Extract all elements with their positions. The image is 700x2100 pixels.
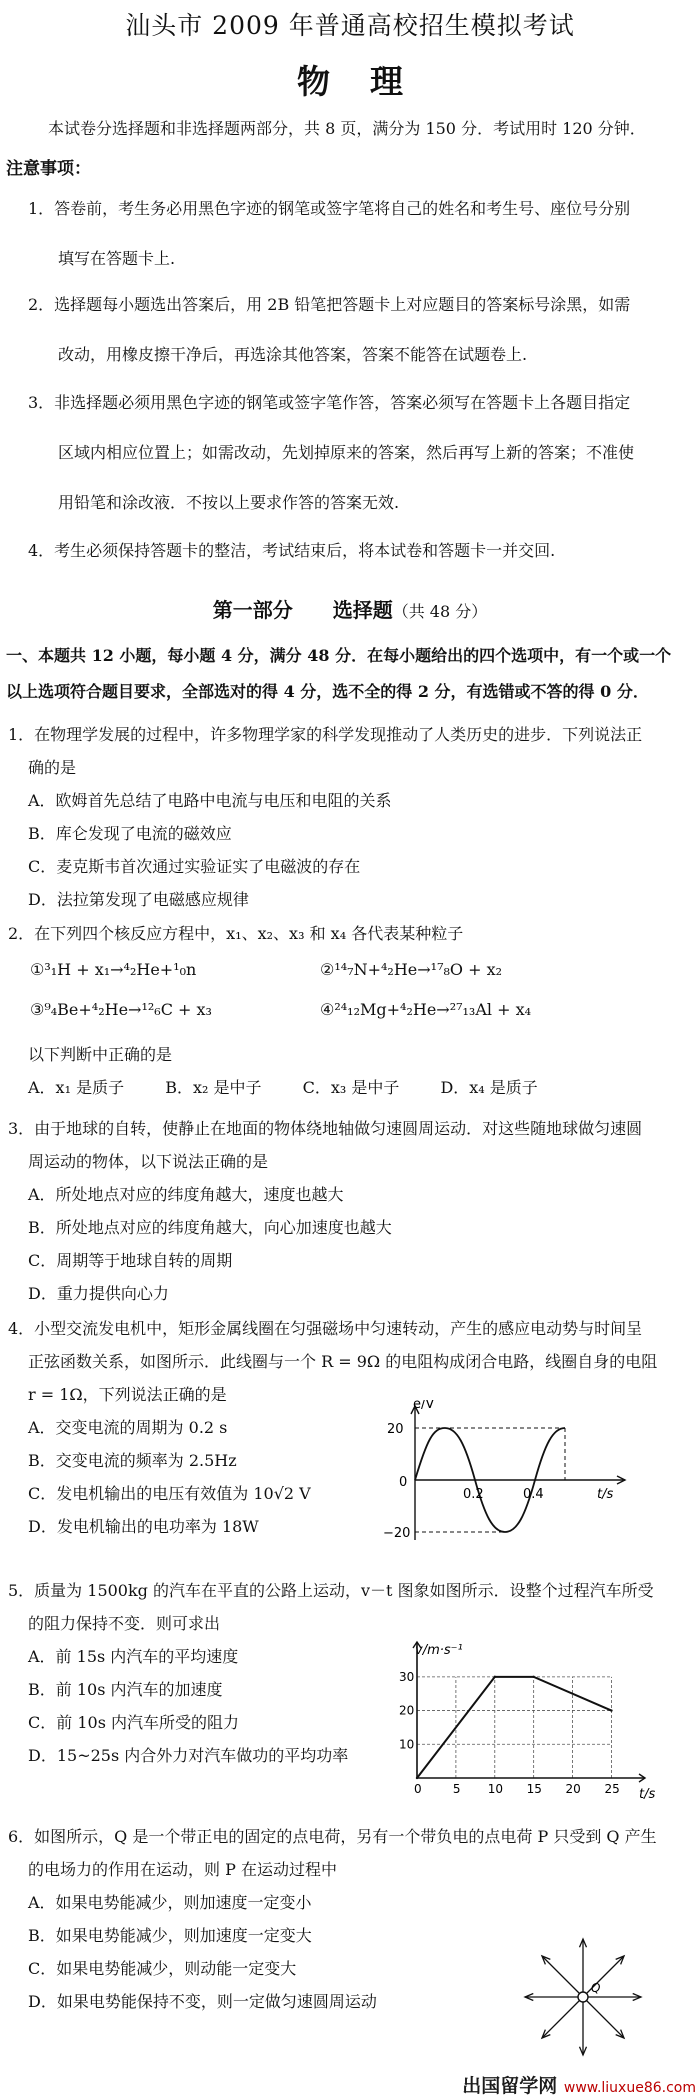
reaction-2: ②¹⁴₇N+⁴₂He→¹⁷₈O + x₂ <box>320 960 503 979</box>
subject-title: 物理 <box>297 62 443 101</box>
vt-data-point <box>416 1777 418 1779</box>
vt-data-point <box>494 1676 496 1678</box>
option-c: C．发电机输出的电压有效值为 10√2 V <box>28 1484 311 1503</box>
vt-chart <box>395 1640 675 1810</box>
question-stem: 6．如图所示，Q 是一个带正电的固定的点电荷，另有一个带负电的点电荷 P 只受到 Q 产生 <box>8 1827 657 1846</box>
note-line: 3．非选择题必须用黑色字迹的钢笔或签字笔作答，答案必须写在答题卡上各题目指定 <box>28 393 631 412</box>
graph-ytop: 20 <box>387 1422 404 1437</box>
watermark-text: 出国留学网 <box>462 2075 558 2097</box>
question-3 <box>8 1112 688 1310</box>
option-b: B．交变电流的频率为 2.5Hz <box>28 1451 237 1470</box>
question-stem: 4．小型交流发电机中，矩形金属线圈在匀强磁场中匀速转动，产生的感应电动势与时间呈 <box>8 1319 643 1338</box>
x-tick-label: 20 <box>565 1782 581 1796</box>
note-line: 填写在答题卡上. <box>58 249 176 268</box>
note-line: 1．答卷前，考生务必用黑色字迹的钢笔或签字笔将自己的姓名和考生号、座位号分别 <box>28 199 631 218</box>
vt-data-point <box>610 1709 612 1711</box>
note-2 <box>28 282 630 382</box>
vt-ylabel: v/m·s⁻¹ <box>415 1643 463 1658</box>
site-watermark <box>462 2071 696 2098</box>
option-a: A．交变电流的周期为 0.2 s <box>28 1418 228 1437</box>
graph-origin: 0 <box>399 1475 408 1490</box>
question-stem: 2．在下列四个核反应方程中，x₁、x₂、x₃ 和 x₄ 各代表某种粒子 <box>8 924 464 943</box>
option-b: B．如果电势能减少，则加速度一定变大 <box>28 1926 312 1945</box>
vt-xlabel: t/s <box>639 1787 656 1802</box>
reaction-4: ④²⁴₁₂Mg+⁴₂He→²⁷₁₃Al + x₄ <box>320 1000 532 1019</box>
notes-heading: 注意事项： <box>6 159 91 179</box>
field-line <box>583 1997 624 2038</box>
charge-label: Q <box>591 1981 601 1995</box>
option-d: D．法拉第发现了电磁感应规律 <box>28 890 249 909</box>
question-stem: 确的是 <box>28 758 77 777</box>
question-stem: 的电场力的作用在运动，则 P 在运动过程中 <box>28 1860 337 1879</box>
option-c: C．x₃ 是中子 <box>302 1078 400 1097</box>
graph-xlabel: t/s <box>597 1487 614 1502</box>
y-tick-label: 30 <box>399 1669 415 1684</box>
option-d: D．发电机输出的电功率为 18W <box>28 1517 259 1536</box>
note-4 <box>28 528 555 578</box>
option-a: A．前 15s 内汽车的平均速度 <box>28 1647 239 1666</box>
y-tick-label: 20 <box>399 1703 415 1718</box>
field-line <box>542 1997 583 2038</box>
question-stem: 以下判断中正确的是 <box>28 1045 173 1064</box>
note-line: 用铅笔和涂改液．不按以上要求作答的答案无效. <box>58 493 400 512</box>
option-b: B．所处地点对应的纬度角越大，向心加速度也越大 <box>28 1218 392 1237</box>
charge-q <box>578 1992 588 2002</box>
option-c: C．如果电势能减少，则动能一定变大 <box>28 1959 297 1978</box>
question-stem: r = 1Ω，下列说法正确的是 <box>28 1385 227 1404</box>
option-d: D．x₄ 是质子 <box>440 1078 538 1097</box>
option-a: A．所处地点对应的纬度角越大，速度也越大 <box>28 1185 344 1204</box>
question-stem: 周运动的物体，以下说法正确的是 <box>28 1152 269 1171</box>
option-d: D．重力提供向心力 <box>28 1284 169 1303</box>
option-c: C．前 10s 内汽车所受的阻力 <box>28 1713 239 1732</box>
vt-series-line <box>417 1677 611 1778</box>
question-stem: 的阻力保持不变．则可求出 <box>28 1614 221 1633</box>
part-intro-line: 一、本题共 12 小题，每小题 4 分，满分 48 分．在每小题给出的四个选项中，有一个或一个 <box>6 646 672 665</box>
question-1 <box>8 718 688 916</box>
note-1 <box>28 186 630 286</box>
option-c: C．周期等于地球自转的周期 <box>28 1251 233 1270</box>
graph-x1: 0.2 <box>463 1487 484 1502</box>
graph-ybottom: −20 <box>383 1526 411 1541</box>
question-stem: 正弦函数关系，如图所示．此线圈与一个 R = 9Ω 的电阻构成闭合电路，线圈自身的电阻 <box>28 1352 658 1371</box>
x-tick-label: 15 <box>526 1782 542 1796</box>
option-a: A．x₁ 是质子 <box>28 1078 125 1097</box>
x-tick-label: 10 <box>487 1782 504 1796</box>
option-b: B．库仑发现了电流的磁效应 <box>28 824 232 843</box>
option-c: C．麦克斯韦首次通过实验证实了电磁波的存在 <box>28 857 361 876</box>
reaction-3: ③⁹₄Be+⁴₂He→¹²₆C + x₃ <box>30 1000 212 1019</box>
reaction-row <box>8 990 688 1030</box>
note-line: 改动，用橡皮擦干净后，再选涂其他答案，答案不能答在试题卷上. <box>58 345 528 364</box>
part-intro <box>6 638 686 710</box>
point-charge-field <box>518 1932 648 2062</box>
part-intro-line: 以上选项符合题目要求，全部选对的得 4 分，选不全的得 2 分，有选错或不答的得 0 分． <box>6 682 649 701</box>
note-line: 2．选择题每小题选出答案后，用 2B 铅笔把答题卡上对应题目的答案标号涂黑，如需 <box>28 295 631 314</box>
note-line: 区域内相应位置上；如需改动，先划掉原来的答案，然后再写上新的答案；不准使 <box>58 443 635 462</box>
x-tick-label: 5 <box>452 1782 461 1796</box>
section-name: 第一部分 选择题 <box>212 598 393 622</box>
section-points: （共 48 分） <box>392 602 488 621</box>
option-a: A．欧姆首先总结了电路中电流与电压和电阻的关系 <box>28 791 392 810</box>
field-line <box>542 1956 583 1997</box>
question-stem: 3．由于地球的自转，使静止在地面的物体绕地轴做匀速圆周运动．对这些随地球做匀速圆 <box>8 1119 643 1138</box>
note-line: 4．考生必须保持答题卡的整洁，考试结束后，将本试卷和答题卡一并交回. <box>28 541 556 560</box>
option-d: D．15~25s 内合外力对汽车做功的平均功率 <box>28 1746 349 1765</box>
field-line <box>583 1956 624 1997</box>
option-b: B．x₂ 是中子 <box>165 1078 262 1097</box>
graph-x2: 0.4 <box>523 1487 544 1502</box>
question-stem: 1．在物理学发展的过程中，许多物理学家的科学发现推动了人类历史的进步．下列说法正 <box>8 725 643 744</box>
y-tick-label: 10 <box>399 1737 415 1752</box>
watermark-url: www.liuxue86.com <box>563 2080 696 2096</box>
x-tick-label: 25 <box>604 1782 620 1796</box>
exam-title: 汕头市 2009 年普通高校招生模拟考试 <box>125 11 575 40</box>
option-a: A．如果电势能减少，则加速度一定变小 <box>28 1893 312 1912</box>
question-2 <box>8 917 688 1104</box>
question-stem: 5．质量为 1500kg 的汽车在平直的公路上运动，v－t 图象如图所示．设整个过程汽车所受 <box>8 1581 654 1600</box>
vt-data-point <box>532 1676 534 1678</box>
x-tick-label: 0 <box>414 1782 422 1796</box>
option-b: B．前 10s 内汽车的加速度 <box>28 1680 223 1699</box>
exam-intro: 本试卷分选择题和非选择题两部分，共 8 页，满分为 150 分．考试用时 120 分钟． <box>48 119 646 138</box>
option-d: D．如果电势能保持不变，则一定做匀速圆周运动 <box>28 1992 377 2011</box>
graph-ylabel: e/V <box>413 1400 435 1412</box>
note-3 <box>28 380 634 530</box>
reaction-row <box>8 950 688 990</box>
options-row <box>8 1071 688 1104</box>
section-title <box>0 594 700 623</box>
reaction-1: ①³₁H + x₁→⁴₂He+¹₀n <box>30 960 197 979</box>
emf-sine-graph <box>375 1400 635 1550</box>
